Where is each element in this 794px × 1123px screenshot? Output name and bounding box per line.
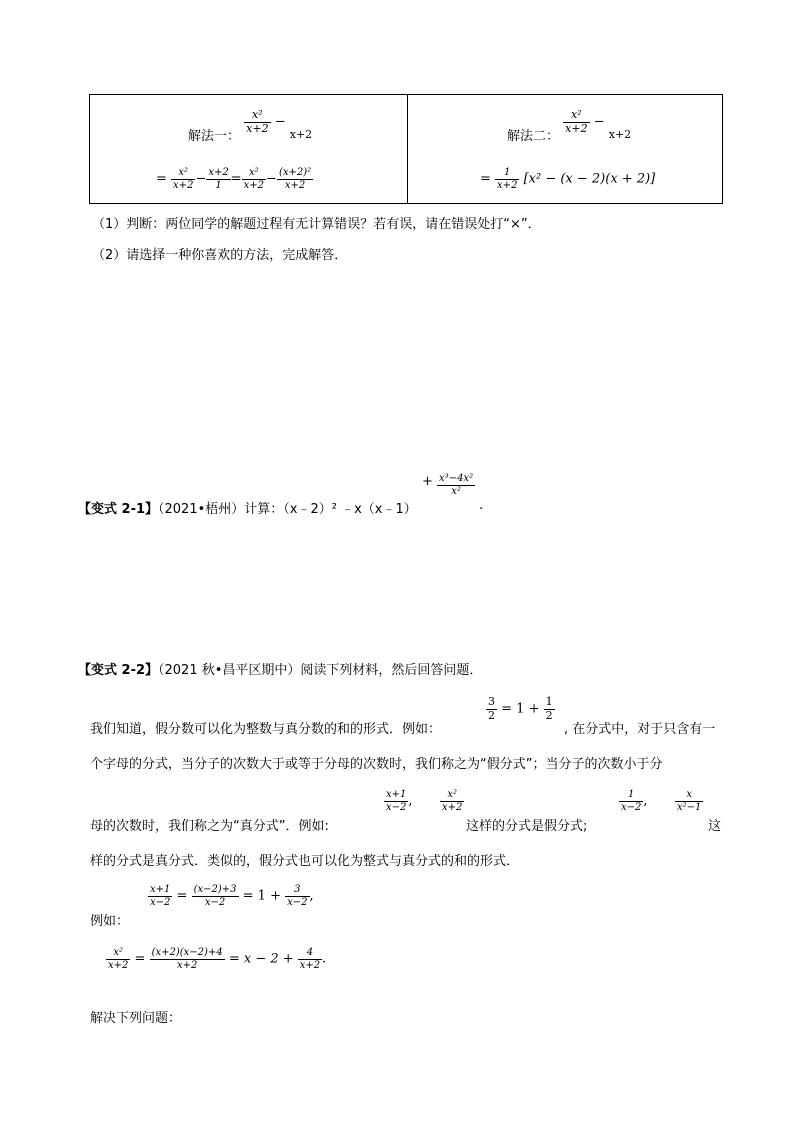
para-3-f3: $\frac{1}{x-2}$ , bbox=[621, 789, 648, 813]
m1-f2: $\frac{x+2}{1}$ bbox=[208, 167, 229, 191]
solution-table bbox=[89, 94, 723, 204]
para-3: 母的次数时，我们称之为“真分式”．例如: bbox=[90, 819, 329, 834]
para-1-tail: , 在分式中，对于只含有一 bbox=[564, 722, 716, 737]
m1-f1: $\frac{\text{x²}}{x+2}$ bbox=[173, 167, 194, 191]
para-3-f4: $\frac{x}{\text{x²−1}}$ bbox=[677, 789, 702, 813]
para-3-f2: $\frac{\text{x²}}{x+2}$ bbox=[442, 789, 463, 813]
para-2: 个字母的分式，当分子的次数大于或等于分母的次数时，我们称之为“假分式”；当分子的次数小于分 bbox=[90, 757, 663, 772]
m2-fraction: $\frac{\text{x²}}{x+2}$ bbox=[565, 108, 588, 135]
example-label: 例如： bbox=[90, 914, 130, 929]
method1-label: 解法一： bbox=[188, 128, 241, 144]
para-3-mid: 这样的分式是假分式; bbox=[466, 819, 588, 834]
para-3-f1: $\frac{x+1}{x-2}$ , bbox=[386, 789, 413, 813]
variant-2-1 bbox=[78, 498, 417, 517]
question-1: （1）判断：两位同学的解题过程有无计算错误？若有误，请在错误处打“×”． bbox=[92, 217, 541, 232]
para-1: 我们知道，假分数可以化为整数与真分数的和的形式．例如： bbox=[90, 722, 442, 737]
para-3-tail: 这 bbox=[708, 819, 722, 834]
m1-f3: $\frac{\text{x²}}{x+2}$ bbox=[243, 167, 265, 191]
variant-2-1-end: . bbox=[479, 498, 484, 513]
variant-2-2 bbox=[78, 659, 482, 678]
question-2: （2）请选择一种你喜欢的方法，完成解答． bbox=[92, 248, 348, 263]
table-divider bbox=[407, 95, 408, 203]
method1-expression: 解法一： $\frac{\text{x²}}{x+2}$ − $_{x+2}$ bbox=[188, 108, 313, 144]
variant-2-2-tag: 【变式 2-2】 bbox=[78, 663, 159, 678]
method2-label: 解法二： bbox=[507, 128, 560, 144]
variant-2-1-tag: 【变式 2-1】 bbox=[78, 502, 159, 517]
example-2: $\frac{\text{x²}}{x+2}$ = $\frac{(x+2)(x-2)+4}{x+2}$ = x − 2 + $\frac{4}{x+2}$ . bbox=[108, 947, 327, 971]
method2-expression: 解法二： $\frac{\text{x²}}{x+2}$ − $_{x+2}$ bbox=[507, 108, 632, 144]
variant-2-2-text: （2021 秋•昌平区期中）阅读下列材料，然后回答问题． bbox=[158, 663, 483, 678]
m1-fraction: $\frac{\text{x²}}{x+2}$ bbox=[246, 108, 269, 135]
para-1-example: $\frac{3}{2}$ = 1 + $\frac{1}{2}$ bbox=[488, 695, 553, 722]
method2-step: = $\frac{1}{x+2}$ [x² − (x − 2)(x + 2)] bbox=[480, 167, 656, 191]
variant-2-1-text: （2021•梧州）计算：（x﹣2）² ﹣x（x﹣1） bbox=[158, 502, 417, 517]
m2-f: $\frac{1}{x+2}$ bbox=[497, 167, 518, 191]
method1-step: = $\frac{\text{x²}}{x+2}$ − $\frac{x+2}{1}$ = $\frac{\text{x²}}{x+2}$ − $\frac{\text{(x+2)²}}{x+2}$ bbox=[156, 167, 312, 191]
variant-2-1-fraction: + $\frac{\text{x³−4x²}}{\text{x²}}$ bbox=[422, 473, 474, 497]
m1-f4: $\frac{\text{(x+2)²}}{x+2}$ bbox=[278, 167, 312, 191]
example-1: $\frac{x+1}{x-2}$ = $\frac{(x-2)+3}{x-2}$ = 1 + $\frac{3}{x-2}$ , bbox=[150, 884, 314, 908]
para-4: 样的分式是真分式．类似的，假分式也可以化为整式与真分式的和的形式． bbox=[90, 854, 520, 869]
solve-label: 解决下列问题： bbox=[90, 1011, 182, 1026]
